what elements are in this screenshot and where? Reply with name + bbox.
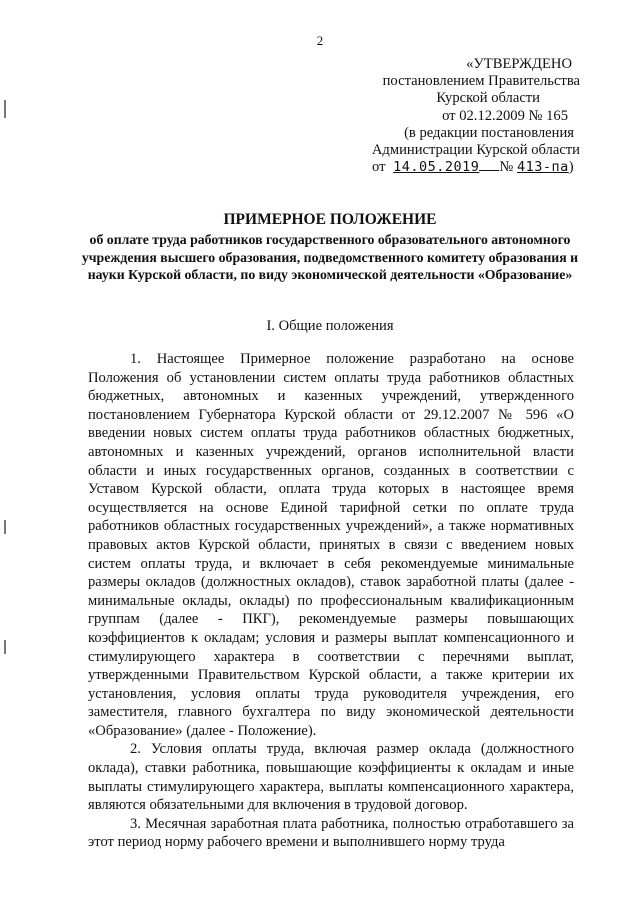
document-body: [88, 350, 574, 852]
amendment-number: 413-па: [517, 159, 569, 176]
approval-edition-note: (в редакции постановления: [404, 124, 574, 141]
paragraph-1: 1. Настоящее Примерное положение разработано на основе Положения об установлении систем оплаты труда работников областных бюджетных, автономных и казенных учреждений, утвержденного постановлением Губернатора Курской области от 29.12.2007 № 596 «О введении новых систем оплаты труда работников областных бюджетных, автономных и казенных учреждений, органов исполнительной власти области и иных государственных органов, созданных в соответствии с Уставом Курской области, оплата труда которых в настоящее время осуществляется на основе Единой тарифной сетки по оплате труда работников областных государственных учреждений», а также нормативных правовых актов Курской области, принятых в связи с введением новых систем оплаты труда, и включает в себя рекомендуемые минимальные размеры окладов (должностных окладов), ставок заработной платы (далее - минимальные оклады, оклады) по профессиональным квалификационным группам (далее - ПКГ), рекомендуемые размеры повышающих коэффициентов к окладам; условия и размеры выплат компенсационного и стимулирующего характера в соответствии с перечнями выплат, утвержденными Правительством Курской области, а также критерии их установления, условия оплаты труда руководителя учреждения, его заместителя, главного бухгалтера по виду экономической деятельности «Образование» (далее - Положение).: [88, 351, 574, 739]
approval-amendment-line: [350, 159, 580, 176]
approval-approved: «УТВЕРЖДЕНО: [466, 56, 572, 72]
document-subtitle: об оплате труда работников государственного образовательного автономного учреждения высшего образования, подведомственного комитету образования и науки Курской области, по виду экономической деятельности «Образование»: [81, 232, 579, 283]
approval-administration: Администрации Курской области: [371, 142, 580, 159]
binder-mark-middle: [4, 520, 6, 534]
document-title-block: [80, 210, 580, 284]
document-title: ПРИМЕРНОЕ ПОЛОЖЕНИЕ: [223, 211, 437, 228]
amendment-from-label: от: [372, 159, 386, 176]
approval-stamp-block: [350, 56, 580, 176]
amendment-underline: [479, 170, 499, 171]
approval-original-date: от 02.12.2009 № 165: [442, 107, 568, 124]
binder-mark-bottom: [4, 640, 6, 654]
paragraph-3: 3. Месячная заработная плата работника, полностью отработавшего за этот период норму рабочего времени и выполнившего норму труда: [88, 815, 574, 851]
approval-decree: постановлением Правительства: [382, 73, 580, 90]
amendment-close-paren: ): [568, 159, 574, 176]
section-heading: I. Общие положения: [266, 318, 394, 334]
binder-mark-top: [4, 100, 6, 118]
amendment-number-label: №: [499, 159, 514, 176]
paragraph-2: 2. Условия оплаты труда, включая размер оклада (должностного оклада), ставки работника, повышающие коэффициенты к окладам и иные выплаты стимулирующего характера, выплаты компенсационного характера, являются обязательными для включения в трудовой договор.: [88, 741, 574, 814]
page-number: 2: [316, 33, 324, 48]
amendment-date: 14.05.2019: [393, 159, 480, 176]
approval-region: Курской области: [436, 90, 540, 107]
